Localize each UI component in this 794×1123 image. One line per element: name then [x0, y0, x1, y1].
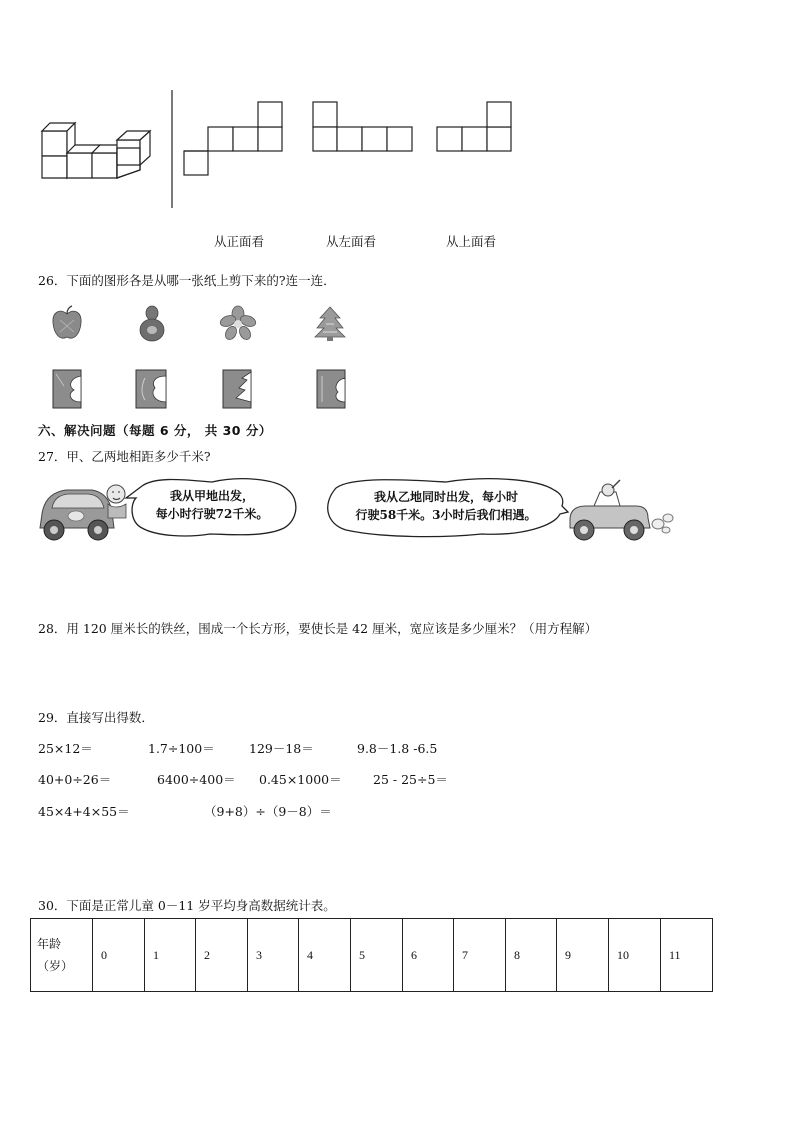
age-cell: 5 [351, 919, 403, 992]
folded-paper-c-icon [222, 368, 252, 410]
age-cell: 11 [661, 919, 713, 992]
section-6-heading: 六、解决问题（每题 6 分， 共 30 分） [38, 423, 272, 438]
age-cell: 2 [196, 919, 248, 992]
isometric-cubes [42, 123, 150, 178]
top-view-figure [437, 102, 511, 151]
age-cell: 0 [93, 919, 145, 992]
folded-paper-a-icon [52, 368, 82, 410]
question-28-text: 28．用 120 厘米长的铁丝，围成一个长方形，要使长是 42 厘米，宽应该是多少厘米？（用方程解） [38, 621, 598, 636]
age-cell: 6 [403, 919, 454, 992]
question-26-text: 26．下面的图形各是从哪一张纸上剪下来的?连一连． [38, 273, 336, 288]
calc-25-minus-25-div-5: 25 - 25÷5＝ [373, 772, 448, 787]
age-cell: 10 [609, 919, 661, 992]
calc-0-45x1000: 0.45×1000＝ [259, 772, 342, 787]
top-view-label: 从上面看 [446, 234, 497, 249]
calc-129-minus-18: 129－18＝ [249, 741, 314, 756]
calc-9-8-minus: 9.8－1.8 -6.5 [357, 741, 438, 756]
age-cell: 1 [145, 919, 196, 992]
apple-icon [50, 306, 84, 342]
flower-icon [220, 306, 256, 340]
question-27-text: 27．甲、乙两地相距多少千米? [38, 449, 211, 464]
age-cell: 7 [454, 919, 506, 992]
height-stat-table [30, 918, 713, 992]
calc-45x4-plus-4x55: 45×4+4×55＝ [38, 804, 130, 819]
cube-solid-figure [0, 0, 794, 260]
age-cell: 9 [557, 919, 609, 992]
calc-9-plus-8-div: （9+8）÷（9－8）＝ [204, 804, 332, 819]
front-view-figure [184, 102, 282, 175]
speech-bubble-left-text [140, 487, 284, 523]
left-view-figure [313, 102, 412, 151]
calc-6400-div-400: 6400÷400＝ [157, 772, 236, 787]
bubble-left-line1: 我从甲地出发， [169, 489, 254, 503]
header-age-label: 年龄 [37, 937, 62, 951]
folded-paper-d-icon [316, 368, 346, 410]
tree-icon [314, 306, 346, 342]
bubble-left-line2: 每小时行驶72千米。 [155, 507, 269, 521]
front-view-label: 从正面看 [214, 234, 265, 249]
age-cell: 3 [248, 919, 299, 992]
age-cell: 4 [299, 919, 351, 992]
calc-25x12: 25×12＝ [38, 741, 93, 756]
table-header-cell [31, 919, 93, 992]
speech-bubble-right-text [334, 488, 558, 524]
bubble-right-line1: 我从乙地同时出发，每小时 [373, 490, 518, 504]
table-row [31, 919, 713, 992]
age-cell: 8 [506, 919, 557, 992]
left-view-label: 从左面看 [326, 234, 377, 249]
gourd-icon [137, 304, 167, 342]
folded-paper-b-icon [135, 368, 167, 410]
header-unit-label: （岁） [37, 959, 74, 973]
calc-40-plus-0: 40+0÷26＝ [38, 772, 112, 787]
question-30-text: 30．下面是正常儿童 0－11 岁平均身高数据统计表。 [38, 898, 336, 913]
bubble-right-line2: 行驶58千米。3小时后我们相遇。 [355, 508, 537, 522]
car-left-icon [36, 478, 132, 544]
question-29-text: 29．直接写出得数． [38, 710, 154, 725]
car-right-icon [566, 480, 674, 546]
calc-1-7-div-100: 1.7÷100＝ [148, 741, 215, 756]
